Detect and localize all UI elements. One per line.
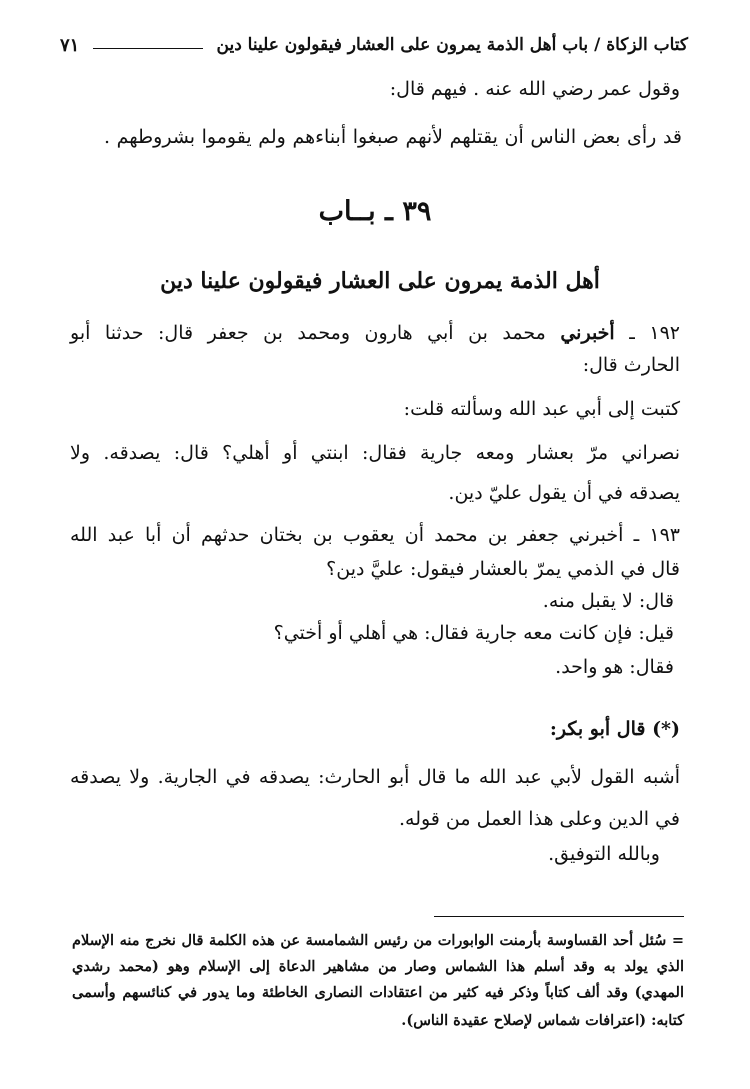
running-title: كتاب الزكاة / باب أهل الذمة يمرون على العشار فيقولون علينا دين [216,35,688,55]
text-line: كتبت إلى أبي عبد الله وسألته قلت: [403,398,680,420]
hadith-number: ١٩٢ ـ [614,322,680,344]
footnote-line: = سُئل أحد القساوسة بأرمنت الوابورات من رئيس الشمامسة عن هذه الكلمة قال نخرج منه الإسلام [72,932,684,949]
chapter-heading: ٣٩ ـ بــاب [318,196,432,227]
text-line: قيل: فإن كانت معه جارية فقال: هي أهلي أو أختي؟ [273,622,674,644]
text-line: أشبه القول لأبي عبد الله ما قال أبو الحارث: يصدقه في الجارية. ولا يصدقه [70,766,680,788]
text-line: قال: لا يقبل منه. [542,590,674,612]
text-line: وقول عمر رضي الله عنه . فيهم قال: [389,78,680,100]
hadith-keyword: أخبرني [560,322,615,344]
hadith-193-line-1: ١٩٣ ـ أخبرني جعفر بن محمد أن يعقوب بن بختان حدثهم أن أبا عبد الله [70,524,680,546]
hadith-text: محمد بن أبي هارون ومحمد بن جعفر قال: حدثنا أبو [70,322,561,344]
footnote-rule [434,916,684,917]
text-line: يصدقه في أن يقول عليّ دين. [448,482,680,504]
text-line: قد رأى بعض الناس أن يقتلهم لأنهم صبغوا أبناءهم ولم يقوموا بشروطهم . [104,126,682,148]
chapter-title: أهل الذمة يمرون على العشار فيقولون علينا دين [160,268,600,294]
text-line: قال في الذمي يمرّ بالعشار فيقول: عليَّ دين؟ [326,558,680,580]
page-number: ٧١ [60,34,80,56]
text-line: في الدين وعلى هذا العمل من قوله. [398,808,680,830]
footnote-line: كتابه: (اعترافات شماس لإصلاح عقيدة الناس). [401,1012,684,1029]
running-header [60,30,688,60]
header-rule [93,48,202,49]
footnote-line: الذي يولد به وقد أسلم هذا الشماس وصار من مشاهير الدعاة إلى الإسلام وهو (محمد رشدي [72,958,684,975]
text-line: الحارث قال: [582,354,680,376]
section-marker: (*) قال أبو بكر: [549,718,680,740]
footnote-line: المهدي) وقد ألف كتاباً وذكر فيه كثير من اعتقادات النصارى الخاطئة وما يدور في كنائسهم وأسمى [72,984,684,1001]
text-line: وبالله التوفيق. [548,843,660,865]
hadith-192-line-1 [70,322,680,345]
text-line: نصراني مرّ بعشار ومعه جارية فقال: ابنتي أو أهلي؟ قال: يصدقه. ولا [70,442,680,464]
text-line: فقال: هو واحد. [555,656,674,678]
